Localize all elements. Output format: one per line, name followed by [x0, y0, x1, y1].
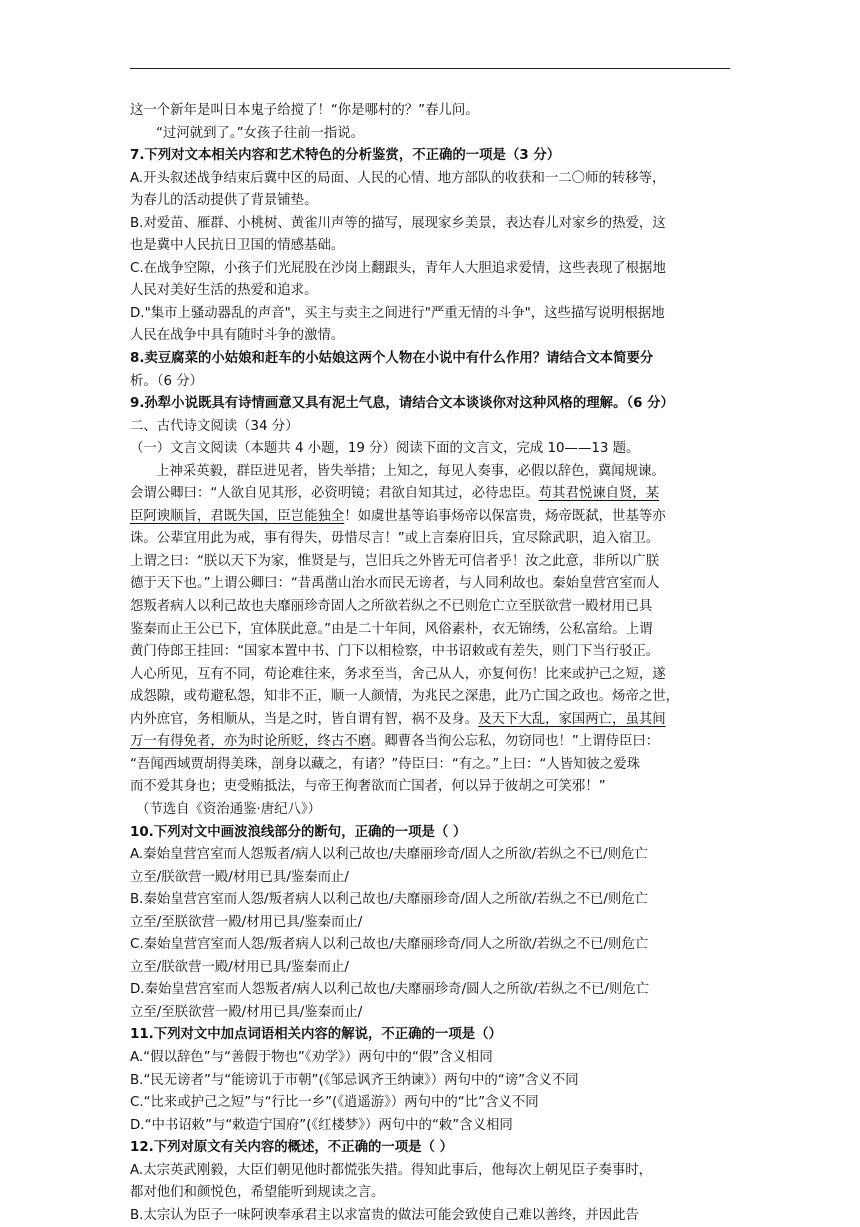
line-text: C.“比来或护己之短”与“行比一乡”(《逍遥游》）两句中的“比”含义不同	[130, 1095, 539, 1111]
line-text: 人民在战争中具有随时斗争的激情。	[130, 328, 345, 344]
line-text: 7.下列对文本相关内容和艺术特色的分析鉴赏，不正确的一项是（3 分）	[130, 148, 561, 164]
text-line	[130, 1115, 735, 1138]
line-text: 也是冀中人民抗日卫国的情感基础。	[130, 238, 345, 254]
text-line	[130, 123, 735, 146]
line-text: 10.下列对文中画波浪线部分的断句，正确的一项是（ ）	[130, 824, 467, 840]
text-line	[130, 867, 735, 890]
text-line	[130, 213, 735, 236]
line-text: B.对爱苗、雁群、小桃树、黄雀川声等的描写，展现家乡美景，表达春儿对家乡的热爱，这	[130, 215, 666, 231]
line-text: 11.下列对文中加点词语相关内容的解说，不正确的一项是（）	[130, 1027, 502, 1043]
line-text: A.太宗英武刚毅，大臣们朝见他时都慌张失措。得知此事后，他每次上朝见臣子奏事时，	[130, 1162, 653, 1178]
line-text: 人民对美好生活的热爱和追求。	[130, 283, 318, 299]
line-text: 立至/朕欲营一殿/材用已具/鉴秦而止/	[130, 959, 349, 975]
text-line	[130, 528, 735, 551]
line-text-continued: 。卿曹各当徇公忘私，勿窃同也！”上谓侍臣曰：	[371, 734, 660, 750]
line-text: C.秦始皇营宫室而人怨/叛者病人以利己故也/夫靡丽珍奇/同人之所欲/若纵之不已/则危亡	[130, 937, 649, 953]
line-text: 12.下列对原文有关内容的概述，不正确的一项是（ ）	[130, 1140, 453, 1156]
text-line	[130, 438, 735, 461]
text-line	[130, 889, 735, 912]
line-text: 德于天下也。”上谓公卿曰：“昔禹凿山治水而民无谤者，与人同利故也。秦始皇营宫室而人	[130, 576, 660, 592]
line-text: 这一个新年是叫日本鬼子给搅了！“你是哪村的？”春儿问。	[130, 103, 479, 118]
text-line	[130, 822, 735, 845]
line-text: 怨叛者病人以利己故也夫靡丽珍奇固人之所欲若纵之不已则危亡立至朕欲营一殿材用已具	[130, 599, 653, 615]
text-line	[130, 776, 735, 799]
line-text: B.秦始皇营宫室而人怨/叛者病人以利己故也/夫靡丽珍奇/固人之所欲/若纵之不已/则危亡	[130, 892, 649, 908]
line-text: 析。（6 分）	[130, 373, 204, 389]
text-line	[130, 1182, 735, 1205]
text-line	[130, 280, 735, 303]
text-line	[130, 731, 735, 754]
underlined-passage: 苟其君悦谏自贤，某	[538, 486, 660, 502]
header-rule	[130, 68, 730, 69]
line-text: 上谓之曰：“朕以天下为家，惟贤是与，岂旧兵之外皆无可信者乎！汝之此意，非所以广朕	[130, 553, 660, 569]
text-line	[130, 190, 735, 213]
text-line	[130, 145, 735, 168]
line-text: C.在战争空隙，小孩子们光屁股在沙岗上翻跟头，青年人大胆追求爱情，这些表现了根据地	[130, 260, 666, 276]
line-text: 内外庶官，务相顺从，当是之时，皆自谓有智，祸不及身。	[130, 711, 479, 727]
text-line	[130, 1070, 735, 1093]
text-line	[130, 416, 735, 439]
text-line	[130, 371, 735, 394]
line-text: 为春儿的活动提供了背景铺垫。	[130, 193, 318, 209]
text-line	[130, 461, 735, 484]
text-line	[130, 325, 735, 348]
text-line	[130, 393, 735, 416]
text-line	[130, 348, 735, 371]
line-text: A.秦始皇营宫室而人怨叛者/病人以利己故也/夫靡丽珍奇/固人之所欲/若纵之不已/则危亡	[130, 847, 648, 863]
line-text: 立至/至朕欲营一殿/材用已具/鉴秦而止/	[130, 1004, 363, 1020]
line-text: 9.孙犁小说既具有诗情画意又具有泥土气息，请结合文本谈谈你对这种风格的理解。（6 分）	[130, 396, 674, 412]
text-line	[130, 979, 735, 1002]
text-line	[130, 1047, 735, 1070]
line-text: 而不爱其身也；吏受贿抵法，与帝王徇奢欲而亡国者，何以异于彼胡之可笑邪！”	[130, 779, 606, 795]
text-line	[130, 258, 735, 281]
line-text: 鉴秦而止王公已下，宜体朕此意。”由是二十年间，风俗素朴，衣无锦绣，公私富给。上谓	[130, 621, 653, 637]
line-text: （节选自《资治通鉴·唐纪八》）	[136, 801, 322, 817]
line-text-continued: ！如虞世基等谄事炀帝以保富贵，炀帝既弑，世基等亦	[344, 508, 666, 524]
underlined-passage: 臣阿谀顺旨，君既失国，臣岂能独全	[130, 508, 345, 524]
text-line	[130, 1137, 735, 1160]
line-text: B.“民无谤者”与“能谤讥于市朝”(《邹忌讽齐王纳谏》）两句中的“谤”含义不同	[130, 1072, 579, 1088]
document-body	[130, 100, 735, 1227]
line-text: 二、古代诗文阅读（34 分）	[130, 418, 299, 434]
line-text: D.秦始皇营宫室而人怨叛者/病人以利己故也/夫靡丽珍奇/圆人之所欲/若纵之不已/则危亡	[130, 982, 650, 998]
text-line	[130, 168, 735, 191]
line-text: 立至/至朕欲营一殿/材用已具/鉴秦而止/	[130, 914, 363, 930]
text-line	[130, 1160, 735, 1183]
text-line	[130, 1092, 735, 1115]
text-line	[130, 912, 735, 935]
line-text: 上神采英毅，群臣进见者，皆失举措；上知之，每见人奏事，必假以辞色，冀闻规谏。	[156, 463, 665, 479]
line-text: “吾闻西域贾胡得美珠，剖身以藏之，有诸？”侍臣曰：“有之。”上曰：“人皆知彼之爱珠	[130, 756, 641, 772]
text-line	[130, 100, 735, 123]
line-text: A.“假以辞色”与“善假于物也”《劝学》）两句中的“假”含义相同	[130, 1049, 493, 1065]
line-text: “过河就到了。”女孩子往前一指说。	[156, 125, 365, 141]
text-line	[130, 551, 735, 574]
text-line	[130, 844, 735, 867]
line-text: D.“中书诏敕”与“敕造宁国府”(《红楼梦》）两句中的“敕”含义相同	[130, 1117, 513, 1133]
text-line	[130, 957, 735, 980]
line-text: 立至/朕欲营一殿/材用已具/鉴秦而止/	[130, 869, 349, 885]
text-line	[130, 754, 735, 777]
line-text: 都对他们和颜悦色，希望能听到规读之言。	[130, 1185, 385, 1201]
line-text: （一）文言文阅读（本题共 4 小题，19 分）阅读下面的文言文，完成 10——13 题。	[130, 441, 640, 457]
text-line	[130, 619, 735, 642]
line-text: 黄门侍郎王挂回：“国家本置中书、门下以相检察，中书诏敕或有差失，则门下当行驳正。	[130, 644, 660, 660]
line-text: 成怨隙，或苟避私怨，知非不正，顺一人颜情，为兆民之深患，此乃亡国之政也。炀帝之世，	[130, 689, 680, 705]
underlined-passage: 及天下大乱，家国两亡，虽其间	[478, 711, 666, 727]
text-line	[130, 483, 735, 506]
line-text: A.开头叙述战争结束后冀中区的局面、人民的心情、地方部队的收获和一二〇师的转移等，	[130, 170, 666, 186]
text-line	[130, 686, 735, 709]
line-text: 8.卖豆腐菜的小姑娘和赶车的小姑娘这两个人物在小说中有什么作用？请结合文本简要分	[130, 351, 654, 367]
line-text: D."集市上骚动器乱的声音"，买主与卖主之间进行"严重无情的斗争"，这些描写说明根据地	[130, 305, 665, 321]
text-line	[130, 596, 735, 619]
text-line	[130, 573, 735, 596]
line-text: B.太宗认为臣子一味阿谀奉承君主以求富贵的做法可能会致使自己难以善终，并因此告	[130, 1207, 639, 1223]
text-line	[130, 641, 735, 664]
line-text: 会谓公卿曰：“人欲自见其形，必资明镜；君欲自知其过，必待忠臣。	[130, 486, 539, 502]
text-line	[130, 506, 735, 529]
text-line	[130, 1024, 735, 1047]
line-text: 人心所见，互有不同，苟论难往来，务求至当，舍己从人，亦复何伤！比来或护己之短，遂	[130, 666, 666, 682]
underlined-passage: 万一有得免者，亦为时论所贬，终古不磨	[130, 734, 372, 750]
text-line	[130, 664, 735, 687]
text-line	[130, 934, 735, 957]
text-line	[130, 235, 735, 258]
text-line	[130, 709, 735, 732]
text-line	[130, 303, 735, 326]
line-text: 诛。公辈宜用此为戒，事有得失，毋惜尽言！”或上言秦府旧兵，宜尽除武职，追入宿卫。	[130, 531, 660, 547]
text-line	[130, 1002, 735, 1025]
text-line	[130, 799, 735, 822]
